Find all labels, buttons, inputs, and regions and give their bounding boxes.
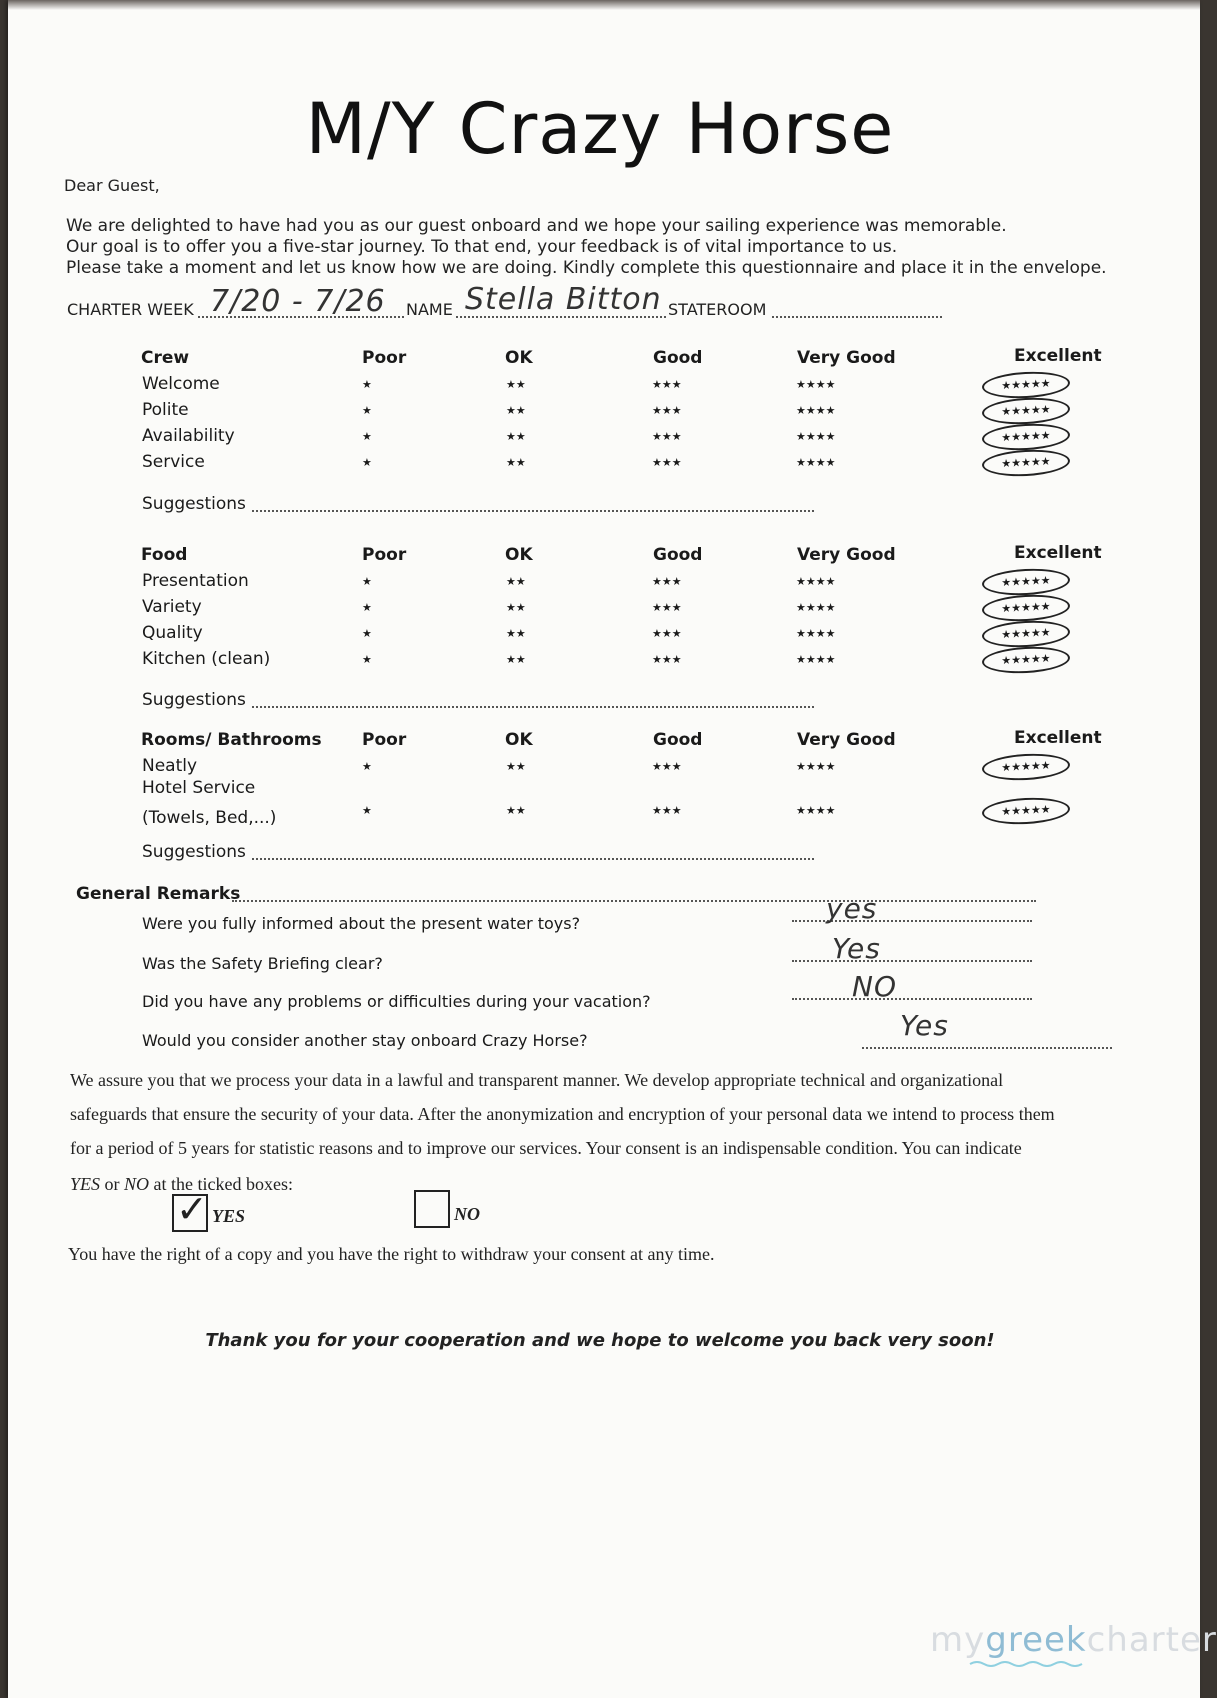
name-label: NAME: [406, 300, 453, 319]
stateroom-label: STATEROOM: [668, 300, 767, 319]
question-text: Did you have any problems or difficulties during your vacation?: [142, 992, 651, 1011]
rating-option[interactable]: ★★★★: [796, 804, 836, 818]
row-label: Availability: [142, 426, 235, 446]
answer-value[interactable]: Yes: [832, 932, 881, 965]
column-header: Very Good: [797, 730, 896, 750]
answer-value[interactable]: yes: [826, 892, 878, 925]
scan-shadow: [8, 0, 1200, 10]
suggestions-label: Suggestions: [142, 494, 246, 514]
rating-stars: ★★★★★: [1001, 651, 1051, 668]
row-label: Welcome: [142, 374, 220, 394]
rating-option[interactable]: ★★: [506, 627, 526, 640]
suggestions-line[interactable]: [252, 706, 814, 708]
rating-option[interactable]: ★★★★: [796, 404, 836, 417]
consent-line-2: safeguards that ensure the security of your data. After the anonymization and encryption of your personal data we intend to process them: [70, 1104, 1055, 1124]
column-header: OK: [505, 348, 533, 368]
intro-line-1: We are delighted to have had you as our guest onboard and we hope your sailing experience was memorable.: [66, 216, 1007, 236]
section-title: Crew: [141, 348, 190, 368]
rating-option[interactable]: ★★: [506, 804, 526, 818]
watermark-logo: mygreekcharter: [930, 1620, 1217, 1660]
column-header: Excellent: [1014, 543, 1102, 563]
row-label: Service: [142, 452, 205, 472]
rating-option[interactable]: ★: [362, 760, 372, 773]
rating-stars: ★★★★★: [1001, 454, 1051, 471]
column-header: Poor: [362, 545, 407, 565]
column-header: Good: [653, 348, 703, 368]
general-remarks-label: General Remarks: [76, 884, 241, 904]
rating-option[interactable]: ★★: [506, 456, 526, 469]
rating-option[interactable]: ★★: [506, 378, 526, 391]
rating-stars: ★★★★★: [1001, 599, 1051, 616]
row-label: Variety: [142, 597, 202, 617]
row-label: (Towels, Bed,...): [142, 808, 277, 828]
suggestions-line[interactable]: [252, 858, 814, 860]
rating-option[interactable]: ★★★★: [796, 378, 836, 391]
consent-rights: You have the right of a copy and you have the right to withdraw your consent at any time.: [68, 1244, 715, 1264]
question-text: Was the Safety Briefing clear?: [142, 954, 383, 973]
rating-option[interactable]: ★: [362, 378, 372, 391]
row-label: Quality: [142, 623, 203, 643]
page-title: M/Y Crazy Horse: [305, 88, 895, 170]
rating-option[interactable]: ★: [362, 404, 372, 417]
rating-stars: ★★★★★: [1001, 573, 1051, 590]
consent-line-4: YES or NO at the ticked boxes:: [70, 1174, 293, 1194]
suggestions-line[interactable]: [252, 510, 814, 512]
rating-option[interactable]: ★★★: [652, 627, 682, 640]
rating-option[interactable]: ★: [362, 601, 372, 614]
rating-stars: ★★★★★: [1001, 376, 1051, 393]
question-text: Would you consider another stay onboard Crazy Horse?: [142, 1031, 588, 1050]
rating-stars: ★★★★★: [1001, 802, 1051, 819]
answer-line[interactable]: [862, 1047, 1112, 1049]
rating-stars: ★★★★★: [1001, 428, 1051, 445]
intro-line-3: Please take a moment and let us know how we are doing. Kindly complete this questionnaire and place it in the envelope.: [66, 258, 1107, 278]
rating-option[interactable]: ★★: [506, 430, 526, 443]
answer-line[interactable]: [792, 998, 1032, 1000]
column-header: Good: [653, 730, 703, 750]
wave-icon: [970, 1660, 1080, 1668]
rating-option[interactable]: ★★★: [652, 804, 682, 818]
column-header: Good: [653, 545, 703, 565]
rating-option[interactable]: ★: [362, 575, 372, 588]
rating-option[interactable]: ★★★: [652, 653, 682, 666]
rating-option[interactable]: ★★: [506, 575, 526, 588]
answer-value[interactable]: Yes: [900, 1009, 949, 1042]
column-header: Poor: [362, 348, 407, 368]
rating-stars: ★★★★★: [1001, 625, 1051, 642]
rating-option[interactable]: ★★★★: [796, 575, 836, 588]
rating-stars: ★★★★★: [1001, 758, 1051, 775]
intro-line-2: Our goal is to offer you a five-star journey. To that end, your feedback is of vital importance to us.: [66, 237, 898, 257]
rating-option[interactable]: ★★★: [652, 456, 682, 469]
row-label: Neatly: [142, 756, 198, 776]
name-value[interactable]: Stella Bitton: [465, 282, 662, 317]
rating-option[interactable]: ★★: [506, 404, 526, 417]
row-label: Kitchen (clean): [142, 649, 271, 669]
charter-week-value[interactable]: 7/20 - 7/26: [210, 284, 386, 319]
checkmark-icon: ✓: [176, 1187, 208, 1231]
column-header: Very Good: [797, 545, 896, 565]
rating-option[interactable]: ★★★★: [796, 627, 836, 640]
rating-option[interactable]: ★★★: [652, 430, 682, 443]
consent-line-1: We assure you that we process your data in a lawful and transparent manner. We develop appropriate technical and organizational: [70, 1070, 1004, 1090]
row-label: Hotel Service: [142, 778, 256, 798]
section-title: Food: [141, 545, 188, 565]
consent-line-3: for a period of 5 years for statistic reasons and to improve our services. Your consent is an indispensable condition. You can indicate: [70, 1138, 1022, 1158]
question-text: Were you fully informed about the present water toys?: [142, 914, 581, 933]
rating-option[interactable]: ★: [362, 804, 372, 818]
answer-value[interactable]: NO: [852, 970, 897, 1003]
rating-option[interactable]: ★: [362, 430, 372, 443]
rating-option[interactable]: ★★: [506, 601, 526, 614]
rating-option[interactable]: ★★★: [652, 760, 682, 773]
suggestions-label: Suggestions: [142, 842, 246, 862]
rating-option[interactable]: ★★★★: [796, 760, 836, 773]
charter-week-label: CHARTER WEEK: [67, 300, 194, 319]
rating-option[interactable]: ★★★★: [796, 653, 836, 666]
rating-option[interactable]: ★★: [506, 653, 526, 666]
rating-option[interactable]: ★★★★: [796, 430, 836, 443]
greeting: Dear Guest,: [64, 176, 160, 195]
rating-stars: ★★★★★: [1001, 402, 1051, 419]
column-header: Excellent: [1014, 346, 1102, 366]
answer-line[interactable]: [792, 960, 1032, 962]
consent-yes-label: YES: [212, 1206, 246, 1226]
column-header: Poor: [362, 730, 407, 750]
consent-no-label: NO: [454, 1204, 480, 1224]
rating-option[interactable]: ★★★★: [796, 601, 836, 614]
rating-option[interactable]: ★★★: [652, 378, 682, 391]
row-label: Presentation: [142, 571, 249, 591]
column-header: OK: [505, 730, 533, 750]
rating-option[interactable]: ★★★: [652, 601, 682, 614]
rating-option[interactable]: ★: [362, 627, 372, 640]
column-header: Very Good: [797, 348, 896, 368]
rating-option[interactable]: ★★★: [652, 575, 682, 588]
rating-option[interactable]: ★★: [506, 760, 526, 773]
section-title: Rooms/ Bathrooms: [141, 730, 322, 750]
closing-message: Thank you for your cooperation and we hope to welcome you back very soon!: [205, 1330, 995, 1351]
row-label: Polite: [142, 400, 189, 420]
rating-option[interactable]: ★★★★: [796, 456, 836, 469]
suggestions-label: Suggestions: [142, 690, 246, 710]
column-header: Excellent: [1014, 728, 1102, 748]
consent-no-checkbox[interactable]: [414, 1190, 450, 1228]
rating-option[interactable]: ★★★: [652, 404, 682, 417]
rating-option[interactable]: ★: [362, 456, 372, 469]
rating-option[interactable]: ★: [362, 653, 372, 666]
column-header: OK: [505, 545, 533, 565]
